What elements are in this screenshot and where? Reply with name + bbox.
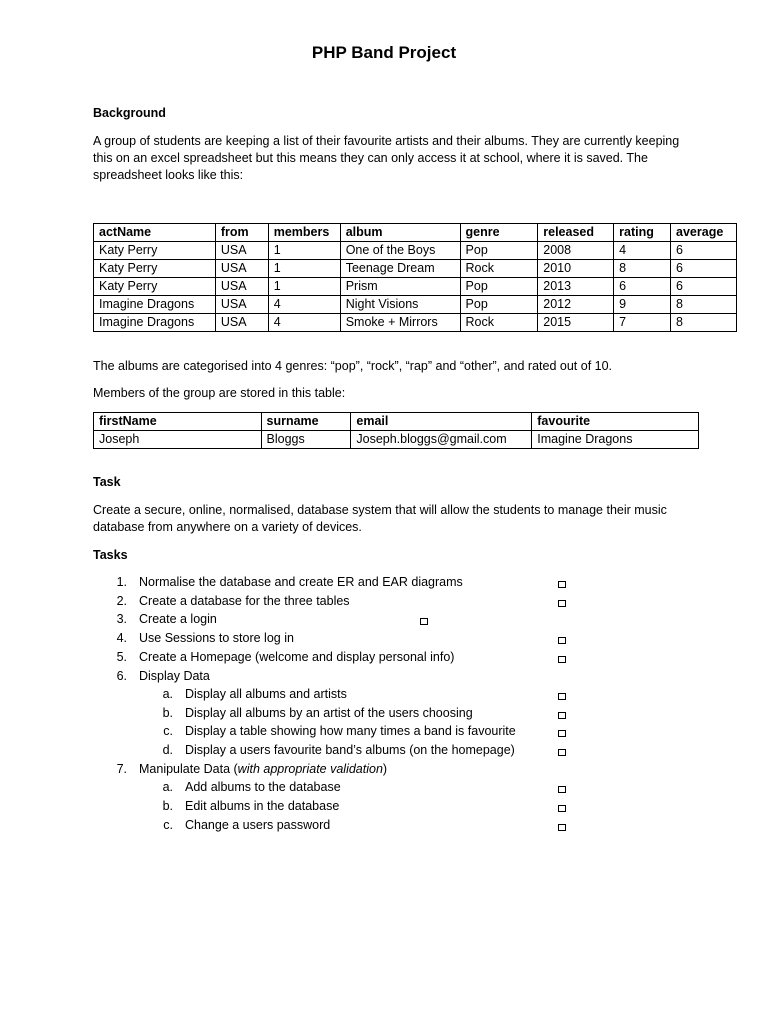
checkbox-icon[interactable] [558,637,566,644]
checkbox-icon[interactable] [558,600,566,607]
checkbox-icon[interactable] [558,581,566,588]
list-item [93,742,693,760]
task-number: 5. [116,650,127,664]
albums-cell: Rock [460,260,538,278]
list-item [93,779,693,797]
list-item [93,668,693,686]
members-cell: Bloggs [261,431,351,449]
list-item [93,611,693,629]
albums-cell: 6 [614,278,671,296]
albums-cell: 2015 [538,314,614,332]
members-intro-text: Members of the group are stored in this table: [93,386,346,400]
albums-cell: USA [215,278,268,296]
task-number: 7. [116,762,127,776]
checkbox-icon[interactable] [558,749,566,756]
task-text: Display all albums and artists [185,687,347,701]
albums-cell: 4 [614,242,671,260]
albums-cell: Rock [460,314,538,332]
albums-cell: Night Visions [340,296,460,314]
genres-text: The albums are categorised into 4 genres: “pop”, “rock”, “rap” and “other”, and rated out of 10. [93,359,613,373]
list-item [93,761,693,779]
albums-cell: Imagine Dragons [94,314,216,332]
task-text-italic: with appropriate validation [237,762,383,776]
checkbox-icon[interactable] [420,618,428,625]
checkbox-icon[interactable] [558,656,566,663]
list-item [93,630,693,648]
members-header-cell: surname [261,413,351,431]
task-number: 6. [116,669,127,683]
albums-cell: 2013 [538,278,614,296]
albums-cell: Katy Perry [94,242,216,260]
albums-cell: 8 [614,260,671,278]
task-number: b. [162,706,173,720]
task-text: Display Data [139,669,210,683]
albums-cell: Pop [460,296,538,314]
list-item [93,649,693,667]
albums-cell: Teenage Dream [340,260,460,278]
members-header-cell: favourite [532,413,699,431]
members-header-cell: firstName [94,413,262,431]
albums-cell: Prism [340,278,460,296]
albums-cell: Smoke + Mirrors [340,314,460,332]
albums-header-cell: genre [460,224,538,242]
task-text: Create a Homepage (welcome and display personal info) [139,650,455,664]
task-number: b. [162,799,173,813]
task-text: Use Sessions to store log in [139,631,294,645]
table-row [94,278,737,296]
task-number: 1. [116,575,127,589]
albums-cell: 6 [671,242,737,260]
table-row [94,242,737,260]
task-heading: Task [93,475,121,489]
list-item [93,798,693,816]
albums-cell: 1 [268,260,340,278]
albums-cell: Katy Perry [94,278,216,296]
task-number: 2. [116,594,127,608]
albums-cell: Pop [460,278,538,296]
table-row [94,431,699,449]
table-row [94,260,737,278]
task-text: Add albums to the database [185,780,341,794]
albums-header-cell: from [215,224,268,242]
checkbox-icon[interactable] [558,786,566,793]
albums-header-cell: actName [94,224,216,242]
albums-cell: USA [215,242,268,260]
task-text: Create a login [139,612,217,626]
task-text: Manipulate Data (with appropriate validation) [139,762,388,776]
members-table [93,412,699,449]
albums-cell: USA [215,260,268,278]
task-number: c. [163,818,173,832]
albums-cell: 6 [671,260,737,278]
task-text: Normalise the database and create ER and EAR diagrams [139,575,463,589]
task-number: 3. [116,612,127,626]
albums-cell: 8 [671,296,737,314]
list-item [93,817,693,835]
checkbox-icon[interactable] [558,693,566,700]
list-item [93,574,693,592]
albums-cell: Pop [460,242,538,260]
albums-cell: USA [215,314,268,332]
task-number: d. [162,743,173,757]
albums-header-row [94,224,737,242]
albums-cell: 2010 [538,260,614,278]
albums-cell: 4 [268,314,340,332]
albums-cell: 7 [614,314,671,332]
list-item [93,686,693,704]
albums-cell: USA [215,296,268,314]
list-item [93,723,693,741]
albums-cell: 1 [268,242,340,260]
tasks-heading: Tasks [93,548,128,562]
task-number: a. [162,687,173,701]
albums-header-cell: average [671,224,737,242]
members-header-row [94,413,699,431]
checkbox-icon[interactable] [558,805,566,812]
task-number: a. [162,780,173,794]
task-text: Display a users favourite band’s albums (on the homepage) [185,743,515,757]
checkbox-icon[interactable] [558,730,566,737]
albums-cell: 8 [671,314,737,332]
albums-cell: Katy Perry [94,260,216,278]
albums-cell: Imagine Dragons [94,296,216,314]
albums-cell: 9 [614,296,671,314]
members-cell: Joseph.bloggs@gmail.com [351,431,532,449]
task-text: Display a table showing how many times a band is favourite [185,724,516,738]
list-item [93,593,693,611]
task-paragraph: Create a secure, online, normalised, database system that will allow the students to manage their music database from anywhere on a variety of devices. [93,503,667,534]
albums-cell: 6 [671,278,737,296]
checkbox-icon[interactable] [558,712,566,719]
table-row [94,314,737,332]
albums-header-cell: album [340,224,460,242]
list-item [93,705,693,723]
albums-cell: 2012 [538,296,614,314]
albums-cell: 4 [268,296,340,314]
page-title: PHP Band Project [311,43,457,62]
task-number: c. [163,724,173,738]
albums-cell: One of the Boys [340,242,460,260]
task-text: Edit albums in the database [185,799,340,813]
albums-header-cell: rating [614,224,671,242]
albums-header-cell: members [268,224,340,242]
checkbox-icon[interactable] [558,824,566,831]
members-header-cell: email [351,413,532,431]
members-cell: Imagine Dragons [532,431,699,449]
task-number: 4. [116,631,127,645]
albums-table [93,223,737,332]
background-paragraph: A group of students are keeping a list of their favourite artists and their albums. They are currently keeping this on an excel spreadsheet but this means they can only access it at school, where it is saved. The spreadsheet looks like this: [93,134,680,182]
task-text: Create a database for the three tables [139,594,350,608]
table-row [94,296,737,314]
background-heading: Background [93,106,166,120]
members-cell: Joseph [94,431,262,449]
albums-header-cell: released [538,224,614,242]
albums-cell: 2008 [538,242,614,260]
task-text: Change a users password [185,818,331,832]
task-text: Display all albums by an artist of the users choosing [185,706,473,720]
albums-cell: 1 [268,278,340,296]
